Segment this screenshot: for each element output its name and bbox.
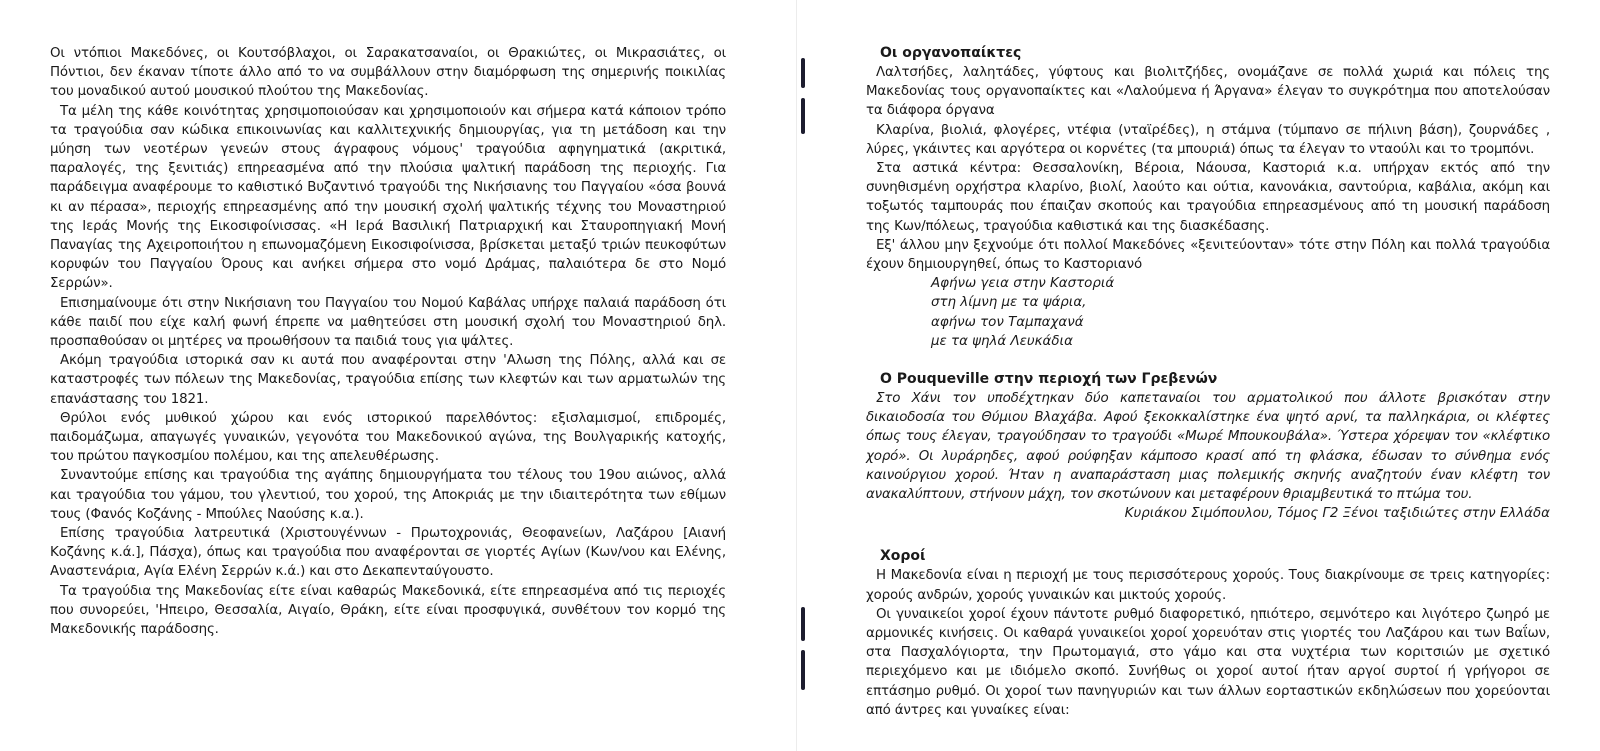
paragraph: Κλαρίνα, βιολιά, φλογέρες, ντέφια (νταϊρέδες), η στάμνα (τύμπανο σε πήλινη βάση), ζουρνάδες , λύρες, γκάιντες και αργότερα οι κορνέτες (τα μπουριά) όπως τα έλεγαν το νταούλι και το τρομπόνι. (866, 122, 1550, 157)
paragraph: Τα μέλη της κάθε κοινότητας χρησιμοποιούσαν και χρησιμοποιούν και σήμερα κατά κάποιον τρόπο τα τραγούδια σαν κώδικα επικοινωνίας και καλλιτεχνικής δημιουργίας, για τη μετάδοση και την μύηση των νεοτέρων γενεών στους άγραφους νόμους' τραγούδια αφηγηματικά (ακριτικά, παραλογές, της ξενιτιάς) επηρεασμένα από την πλούσια ψαλτική παράδοση της περιοχής. Για παράδειγμα αναφέρουμε το καθιστικό Βυζαντινό τραγούδι της Νικήσιανης του Παγγαίου «όσα βουνά κι αν πέρασα», περιοχής επηρεασμένης από την μουσική σχολή ψαλτικής τέχνης του Μοναστηριού της Ιεράς Μονής της Εικοσιφοίνισσας. «Η Ιερά Βασιλική Πατριαρχική και Σταυροπηγιακή Μονή Παναγίας της Αχειροποιήτου η επωνομαζόμενη Εικοσιφοίνισσα, βρίσκεται μεταξύ τριών πευκοφύτων κορυφών του Παγγαίου Όρους και ανήκει σήμερα στο νομό Δράμας, παλαιότερα δε στο Νομό Σερρών». (50, 103, 726, 292)
section-heading: Ο Pouqueville στην περιοχή των Γρεβενών (880, 371, 1218, 388)
song-verse (866, 274, 1550, 351)
book-spine (796, 0, 797, 751)
left-page (50, 44, 726, 639)
paragraph: Συναντούμε επίσης και τραγούδια της αγάπης δημιουργήματα του τέλους του 19ου αιώνος, αλλά και τραγούδια του γάμου, του γλεντιού, του χορού, της Αποκριάς με την ιδιαιτερότητα των εθίμων τους (Φανός Κοζάνης - Μπούλες Ναούσης κ.α.). (50, 468, 726, 522)
paragraph: Ακόμη τραγούδια ιστορικά σαν κι αυτά που αναφέρονται στην 'Αλωση της Πόλης, αλλά και σε καταστροφές των πόλεων της Μακεδονίας, τραγούδια επίσης των κλεφτών και των αρματωλών της επανάστασης του 1821. (50, 353, 726, 407)
section-heading: Χοροί (880, 548, 926, 565)
section-musicians (866, 44, 1550, 351)
paragraph: Στο Χάνι τον υποδέχτηκαν δύο καπεταναίοι του αρματολικού που άλλοτε βρισκόταν στην δικαιοδοσία του Θύμιου Βλαχάβα. Αφού ξεκοκκαλίστηκε ένα ψητό αρνί, τα παλληκάρια, οι κλέφτες όπως τους έλεγαν, τραγούδησαν το τραγούδι «Μωρέ Μπουκουβάλα». Ύστερα χόρεψαν τον «κλέφτικο χορό». Οι λυράρηδες, αφού ρούφηξαν κάμποσο κρασί από τη φλάσκα, έδωσαν το σύνθημα ενός καινούργιου χορού. Ήταν η αναπαράσταση μιας πολεμικής σκηνής αναζητούν έναν κλέφτη τον ανακαλύπτουν, στήνουν μάχη, τον σκοτώνουν και μεταφέρουν θριαμβευτικά το πτώμα του. (866, 391, 1550, 503)
staple-top-lower (801, 98, 805, 134)
right-page (866, 44, 1550, 720)
paragraph: Εξ' άλλου μην ξεχνούμε ότι πολλοί Μακεδόνες «ξενιτεύονταν» τότε στην Πόλη και πολλά τραγούδια έχουν δημιουργηθεί, όπως το Καστοριανό (866, 237, 1550, 273)
staple-bottom-lower (801, 650, 805, 690)
paragraph: Οι ντόπιοι Μακεδόνες, οι Κουτσόβλαχοι, οι Σαρακατσαναίοι, οι Θρακιώτες, οι Μικρασιάτες, οι Πόντιοι, δεν έκαναν τίποτε άλλο από το να συμβάλλουν στην διαμόρφωση της σημερινής ποικιλίας του μοναδικού αυτού μουσικού πλούτου της Μακεδονίας. (50, 46, 726, 100)
section-pouqueville (866, 370, 1550, 523)
paragraph: Θρύλοι ενός μυθικού χώρου και ενός ιστορικού παρελθόντος: εξισλαμισμοί, επιδρομές, παιδομάζωμα, απαγωγές γυναικών, γεγονότα του Μακεδονικού αγώνα, της Βουλγαρικής κατοχής, του πρώτου παγκοσμίου πολέμου, και της απελευθέρωσης. (50, 410, 726, 465)
paragraph: Επισημαίνουμε ότι στην Νικήσιανη του Παγγαίου του Νομού Καβάλας υπήρχε παλαιά παράδοση ότι κάθε παιδί που είχε καλή φωνή έπρεπε να μαθητεύσει στη μουσική σχολή του Μοναστηριού δηλ. προσπαθούσαν οι μητέρες να προωθήσουν τα παιδιά τους για ψάλτες. (50, 295, 726, 350)
paragraph: Επίσης τραγούδια λατρευτικά (Χριστουγέννων - Πρωτοχρονιάς, Θεοφανείων, Λαζάρου [Αιανή Κοζάνης κ.ά.], Πάσχα), όπως και τραγούδια που αναφέρονται σε γιορτές Αγίων (Κων/νου και Ελένης, Αναστενάρια, Αγία Ελένη Σερρών κ.ά.) και στο Δεκαπενταύγουστο. (50, 526, 726, 580)
paragraph: Οι γυναικείοι χοροί έχουν πάντοτε ρυθμό διαφορετικό, ηπιότερο, σεμνότερο και λιγότερο ζωηρό με αρμονικές κινήσεις. Οι καθαρά γυναικείοι χοροί χορευόταν στις γιορτές του Λαζάρου και των Βαΐων, στα Πασχαλόγιορτα, την Πρωτομαγιά, στο γάμο και στα νυχτέρια των κοριτσιών με σχετικό περιεχόμενο και με ιδιόμελο σκοπό. Συνήθως οι χοροί αυτοί ήταν αργοί συρτοί ή γρήγοροι σε επτάσημο ρυθμό. Οι χοροί των πανηγυριών και των άλλων εορταστικών εκδηλώσεων που χορεύονται από άντρες και γυναίκες είναι: (866, 606, 1550, 718)
staple-bottom-upper (801, 607, 805, 641)
verse-line: Αφήνω γεια στην Καστοριά (931, 276, 1115, 292)
citation: Κυριάκου Σιμόπουλου, Τόμος Γ2 Ξένοι ταξιδιώτες στην Ελλάδα (1124, 506, 1550, 522)
paragraph: Τα τραγούδια της Μακεδονίας είτε είναι καθαρώς Μακεδονικά, είτε επηρεασμένα από τις περιοχές που συνορεύει, 'Ηπειρο, Θεσσαλία, Αιγαίο, Θράκη, είτε είναι προσφυγικά, συνθέτουν τον κορμό της Μακεδονικής παράδοσης. (50, 583, 726, 638)
staple-top-upper (801, 58, 805, 88)
verse-line: με τα ψηλά Λευκάδια (931, 333, 1073, 349)
paragraph: Λαλτσήδες, λαλητάδες, γύφτους και βιολιτζήδες, ονομάζανε σε πολλά χωριά και πόλεις της Μακεδονίας τους οργανοπαίκτες και «Λαλούμενα ή Άργανα» έλεγαν το συγκρότημα που αποτελούσαν τα διάφορα όργανα (866, 65, 1550, 119)
section-heading: Οι οργανοπαίκτες (880, 45, 1022, 61)
paragraph: Η Μακεδονία είναι η περιοχή με τους περισσότερους χορούς. Τους διακρίνουμε σε τρεις κατηγορίες: χορούς ανδρών, χορούς γυναικών και μικτούς χορούς. (866, 568, 1550, 603)
verse-line: αφήνω τον Ταμπαχανά (931, 314, 1084, 330)
paragraph: Στα αστικά κέντρα: Θεσσαλονίκη, Βέροια, Νάουσα, Καστοριά κ.α. υπήρχαν εκτός από την συνηθισμένη ορχήστρα κλαρίνο, βιολί, λαούτο και ούτια, κανονάκια, σαντούρια, καβάλια, ακόμη και τοξωτός ταμπουράς που έπαιζαν σκοπούς και τραγούδια επηρεασμένους από τη μουσική παράδοση της Κων/πόλεως, τραγούδια καθιστικά και της διασκέδασης. (866, 161, 1550, 234)
verse-line: στη λίμνη με τα ψάρια, (931, 295, 1087, 311)
section-dances (866, 547, 1550, 720)
